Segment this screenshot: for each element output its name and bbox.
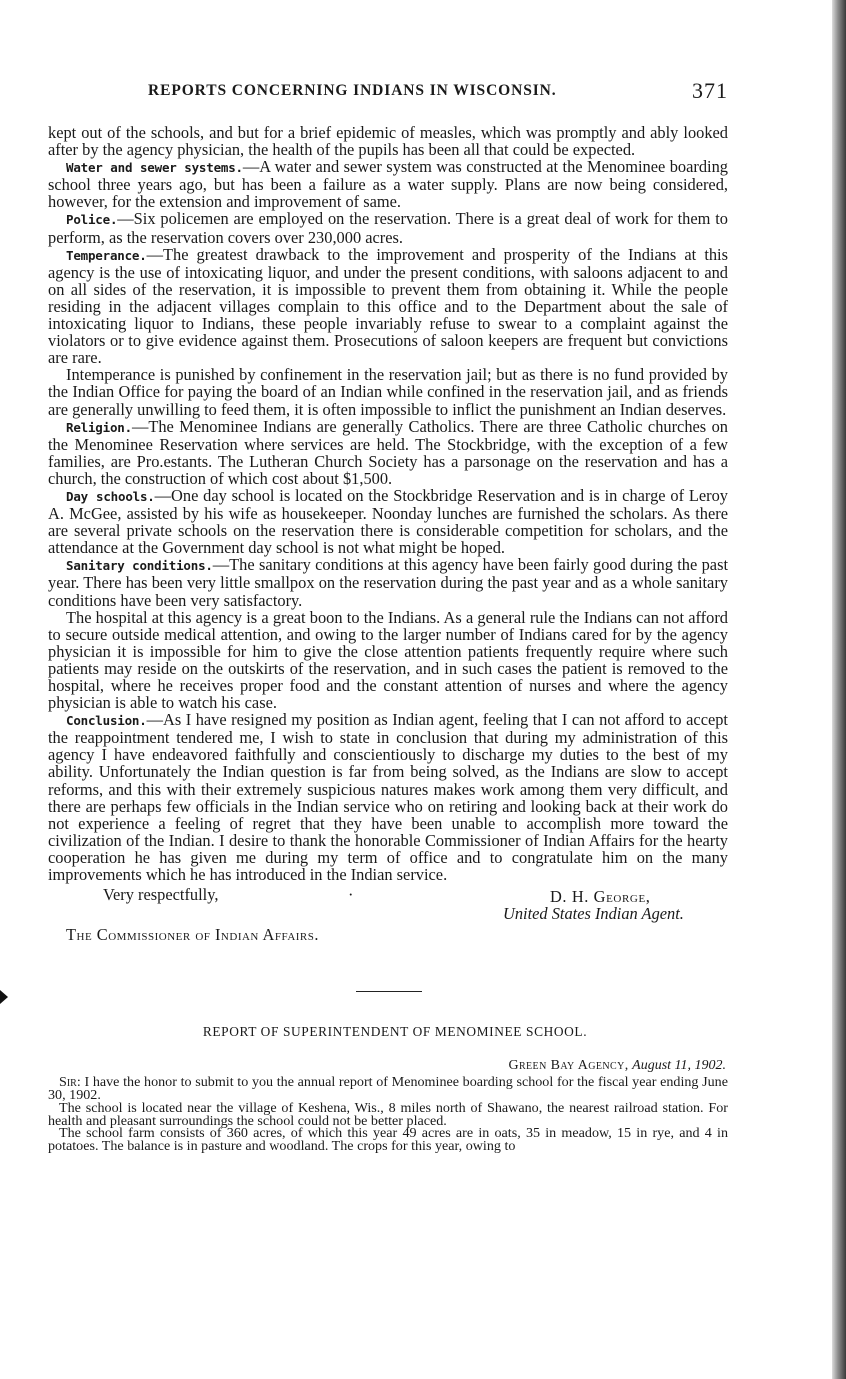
paragraph-text: The hospital at this agency is a great boon to the Indians. As a general rule the Indians can not afford to secure outside medical attention, and owing to the larger number of Indians cared for by the agency physician it is impossible for him to give the close attention patients frequently require where such patients may reside on the outskirts of the reservation, and in such cases the patient is removed to the hospital, where he receives proper food and the constant attention of nurses and where the agency physician is able to watch his case. xyxy=(48,607,728,713)
paragraph-text: The school farm consists of 360 acres, of which this year 49 acres are in oats, 35 in meadow, 15 in rye, and 4 in potatoes. The balance is in pasture and woodland. The crops for this year, owing to xyxy=(48,1125,728,1155)
section-heading: Sanitary conditions. xyxy=(66,558,213,574)
paragraph-intemperance xyxy=(48,366,728,417)
paragraph-farm xyxy=(48,1127,728,1153)
page-header xyxy=(48,78,728,108)
paragraph-text: —A water and sewer system was constructed at the Menominee boarding school three years ago, but has been a failure as a water supply. Plans are now being considered, however, for the extension and improvement of same. xyxy=(48,157,728,212)
running-head: REPORTS CONCERNING INDIANS IN WISCONSIN. xyxy=(148,82,557,99)
paragraph-text: I have the honor to submit to you the annual report of Menominee boarding school for the fiscal year ending June 30, 1902. xyxy=(48,1074,728,1103)
dateline xyxy=(48,1058,728,1074)
paragraph-religion xyxy=(48,418,728,487)
letter-closing xyxy=(48,885,728,937)
section-divider xyxy=(356,991,422,992)
superintendent-report-body xyxy=(48,1076,728,1153)
signer-name: D. H. George, xyxy=(550,887,651,907)
paragraph-location xyxy=(48,1099,728,1129)
paragraph-text: —The Menominee Indians are generally Catholics. There are three Catholic churches on the Menominee Reservation where services are held. The Stockbridge, with the exception of a few families, are Pro.estants. The Lutheran Church Society has a parsonage on the reservation and has a church, the construction of which cost about $1,500. xyxy=(48,416,728,488)
salutation-sir: Sir: xyxy=(59,1074,81,1091)
paragraph-text: Intemperance is punished by confinement in the reservation jail; but as there is no fund provided by the Indian Office for paying the board of an Indian while confined in the reservation jail, and as friends are generally unwilling to feed them, it is often impossible to inflict the punishment an Indian deserves. xyxy=(48,365,728,419)
paragraph-text: —The greatest drawback to the improvement and prosperity of the Indians at this agency is the use of intoxicating liquor, and under the present conditions, with saloons adjacent to and on all sides of the reservation, it is impossible to prevent them from obtaining it. While the people residing in the adjacent villages complain to this office and to the Department about the sale of intoxicating liquor to Indians, these people invariably refuse to swear to a complaint against the violators or to give evidence against them. Prosecutions of saloon keepers are frequent but convictions are rare. xyxy=(48,244,728,368)
paragraph-text: —One day school is located on the Stockbridge Reservation and is in charge of Leroy A. McGee, assisted by his wife as housekeeper. Noonday lunches are furnished the scholars. As there are several private schools on the reservation there is considerable competition for scholars, and the attendance at the Government day school is not what might be hoped. xyxy=(48,485,728,558)
section-heading: Temperance. xyxy=(66,247,147,263)
margin-arrow-mark xyxy=(0,990,8,1004)
paragraph-intro xyxy=(48,1076,728,1102)
report-title: REPORT OF SUPERINTENDENT OF MENOMINEE SCHOOL. xyxy=(202,1024,588,1040)
section-heading: Religion. xyxy=(66,419,132,435)
paragraph-temperance xyxy=(48,246,728,367)
page-number: 371 xyxy=(692,78,728,103)
paragraph-text: —Six policemen are employed on the reservation. There is a great deal of work for them to perform, as the reservation covers over 230,000 acres. xyxy=(48,209,728,247)
paragraph-text: —As I have resigned my position as Indian agent, feeling that I can not afford to accept the reappointment tendered me, I wish to state in conclusion that during my administration of this agency I have endeavored faithfully and conscientiously to discharge my duties to the best of my ability. Unfortunately the Indian question is far from being solved, as the Indians are slow to accept reforms, and this with their extremely suspicious natures makes work among them very difficult, and there are perhaps few officials in the Indian service who on retiring and looking back at their work do not experience a feeling of regret that they have been unable to accomplish more toward the civilization of the Indian. I desire to thank the honorable Commissioner of Indian Affairs for the hearty cooperation he has given me during my term of office and to congratulate him on the many improvements which he has introduced in the Indian service. xyxy=(48,710,728,885)
section-heading: Conclusion. xyxy=(66,713,147,729)
stray-mark: · xyxy=(348,885,354,905)
document-page xyxy=(48,78,728,1153)
paragraph-water-sewer xyxy=(48,158,728,210)
addressee: The Commissioner of Indian Affairs. xyxy=(66,925,319,945)
dateline-date: August 11, 1902. xyxy=(632,1058,726,1074)
section-heading: Day schools. xyxy=(66,488,155,504)
paragraph-sanitary xyxy=(48,556,728,608)
paragraph-continuation xyxy=(48,124,728,158)
section-heading: Water and sewer systems. xyxy=(66,160,243,176)
scan-edge-shadow xyxy=(832,0,846,1379)
paragraph-hospital xyxy=(48,609,728,712)
section-heading: Police. xyxy=(66,212,118,228)
paragraph-text: kept out of the schools, and but for a brief epidemic of measles, which was promptly and ably looked after by the agency physician, the health of the pupils has been all that could be expected. xyxy=(48,123,728,160)
paragraph-text: —The sanitary conditions at this agency have been fairly good during the past year. There has been very little smallpox on the reservation during the past year and as a whole sanitary conditions have been very satisfactory. xyxy=(48,555,728,610)
paragraph-text: The school is located near the village of Keshena, Wis., 8 miles north of Shawano, the nearest railroad station. For health and pleasant surroundings the school could not be better placed. xyxy=(48,1099,728,1129)
signer-title: United States Indian Agent. xyxy=(503,904,684,924)
dateline-place: Green Bay Agency, xyxy=(508,1058,629,1074)
paragraph-day-schools xyxy=(48,487,728,556)
closing-salutation: Very respectfully, xyxy=(103,885,219,905)
paragraph-police xyxy=(48,210,728,245)
report-body xyxy=(48,124,728,883)
paragraph-conclusion xyxy=(48,711,728,883)
